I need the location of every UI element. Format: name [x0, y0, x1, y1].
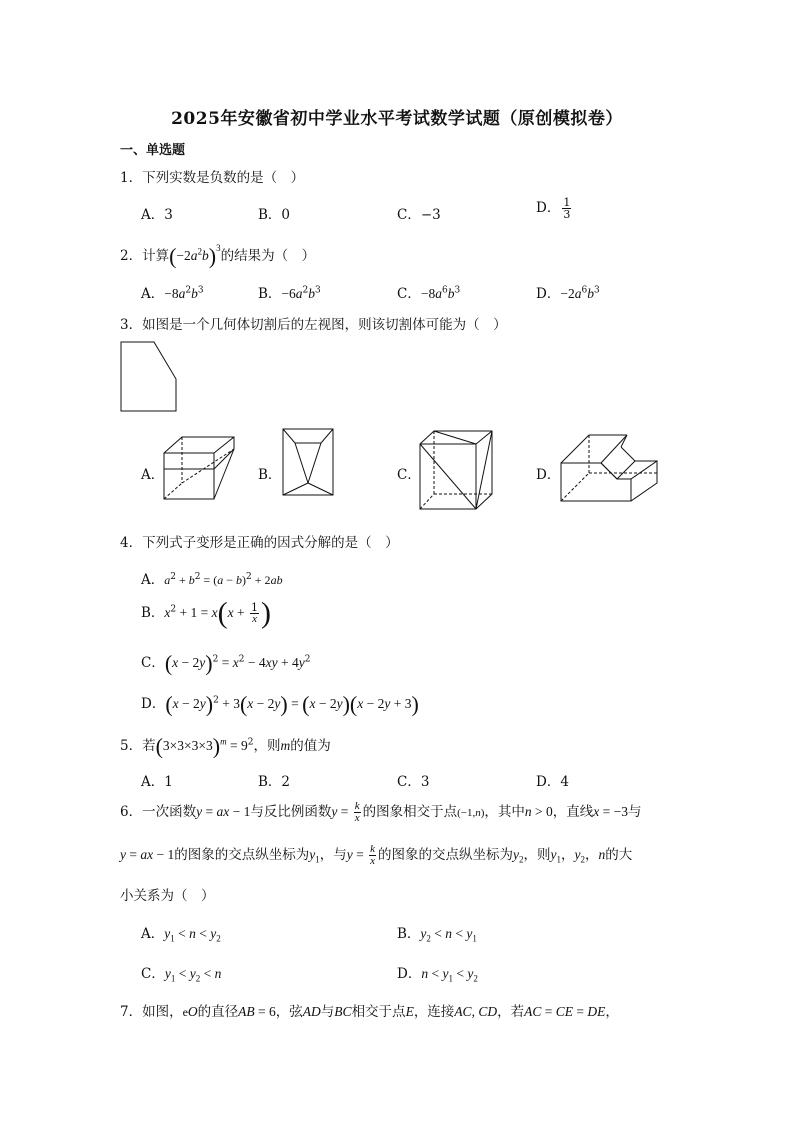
q2-option-b[interactable]: B．$-6a^2b^3$	[258, 285, 321, 302]
left-view-figure	[120, 341, 180, 413]
q6-option-b[interactable]: B．$y_2 < n < y_1$	[397, 926, 477, 944]
q3-option-b[interactable]: B．	[258, 467, 282, 483]
q1-option-d[interactable]: D． $\frac{1}{3}$	[536, 196, 571, 221]
page-title: 2025年安徽省初中学业水平考试数学试题（原创模拟卷）	[171, 109, 623, 129]
q1-option-c[interactable]: C．−3	[397, 207, 441, 223]
q4-option-b[interactable]: B．$x^2 + 1 = x(x$ + $\frac{1}{x}$ )	[141, 596, 272, 630]
q5-option-a[interactable]: A．1	[141, 774, 173, 790]
q2-option-c[interactable]: C．$-8a^6b^3$	[397, 285, 461, 302]
q5-option-b[interactable]: B．2	[258, 774, 291, 790]
q6-option-c[interactable]: C．$y_1 < y_2 < n$	[141, 966, 222, 984]
q1-option-b[interactable]: B．0	[258, 207, 291, 223]
q3-solid-b	[281, 427, 337, 499]
q2-option-a[interactable]: A．$-8a^2b^3$	[141, 285, 204, 302]
question-6-line-2: y = ax − 1的图象的交点纵坐标为$y_1$，与y = $\frac{k}{x}$ 的图象的交点纵坐标为$y_2$，则$y_1$，$y_2$，n的大	[120, 843, 633, 867]
fraction: $\frac{1}{3}$	[563, 196, 571, 221]
q4-option-c[interactable]: C．$(x - 2y)^2 = x^2 - 4xy + 4y^2$	[141, 650, 311, 676]
q3-option-a[interactable]: A．	[141, 467, 165, 483]
question-5-stem: 5．若$(3\times 3\times 3\times 3)^m = 9^2$，则m的值为	[120, 733, 331, 759]
q4-option-a[interactable]: A．$a^2 + b^2 = (a - b)^2 + 2ab$	[141, 572, 283, 588]
section-heading: 一、单选题	[120, 143, 186, 158]
q3-option-c[interactable]: C．	[397, 467, 421, 483]
q3-option-d[interactable]: D．	[536, 467, 561, 483]
q5-option-c[interactable]: C．3	[397, 774, 430, 790]
question-4-stem: 4．下列式子变形是正确的因式分解的是（ ）	[120, 535, 399, 551]
question-6-line-3: 小关系为（ ）	[120, 888, 215, 904]
question-6-line-1: 6．一次函数y = ax − 1与反比例函数y = $\frac{k}{x}$ 的图象相交于点(−1,n)，其中n > 0，直线x = −3与	[120, 800, 642, 824]
question-7-stem: 7．如图，eO的直径AB = 6，弦AD与BC相交于点E，连接AC, CD，若AC = CE = DE，	[120, 1004, 619, 1020]
question-1-stem: 1．下列实数是负数的是（ ）	[120, 170, 305, 186]
q5-option-d[interactable]: D．4	[536, 774, 569, 790]
q6-option-a[interactable]: A．$y_1 < n < y_2$	[141, 926, 221, 944]
q4-option-d[interactable]: D．$(x - 2y)^2 + 3(x - 2y) = (x - 2y)(x - 2y + 3)$	[141, 691, 419, 717]
question-3-stem: 3．如图是一个几何体切割后的左视图，则该切割体可能为（ ）	[120, 317, 507, 333]
q1-option-a[interactable]: A．3	[141, 207, 173, 223]
q3-solid-a	[162, 435, 242, 501]
question-2-stem: 2．计算$(-2a^2b)^3$的结果为（ ）	[120, 242, 316, 269]
q6-option-d[interactable]: D．$n < y_1 < y_2$	[397, 966, 478, 984]
q3-solid-c	[418, 430, 496, 512]
q2-option-d[interactable]: D．$-2a^6b^3$	[536, 285, 600, 302]
q3-solid-d	[559, 433, 663, 505]
